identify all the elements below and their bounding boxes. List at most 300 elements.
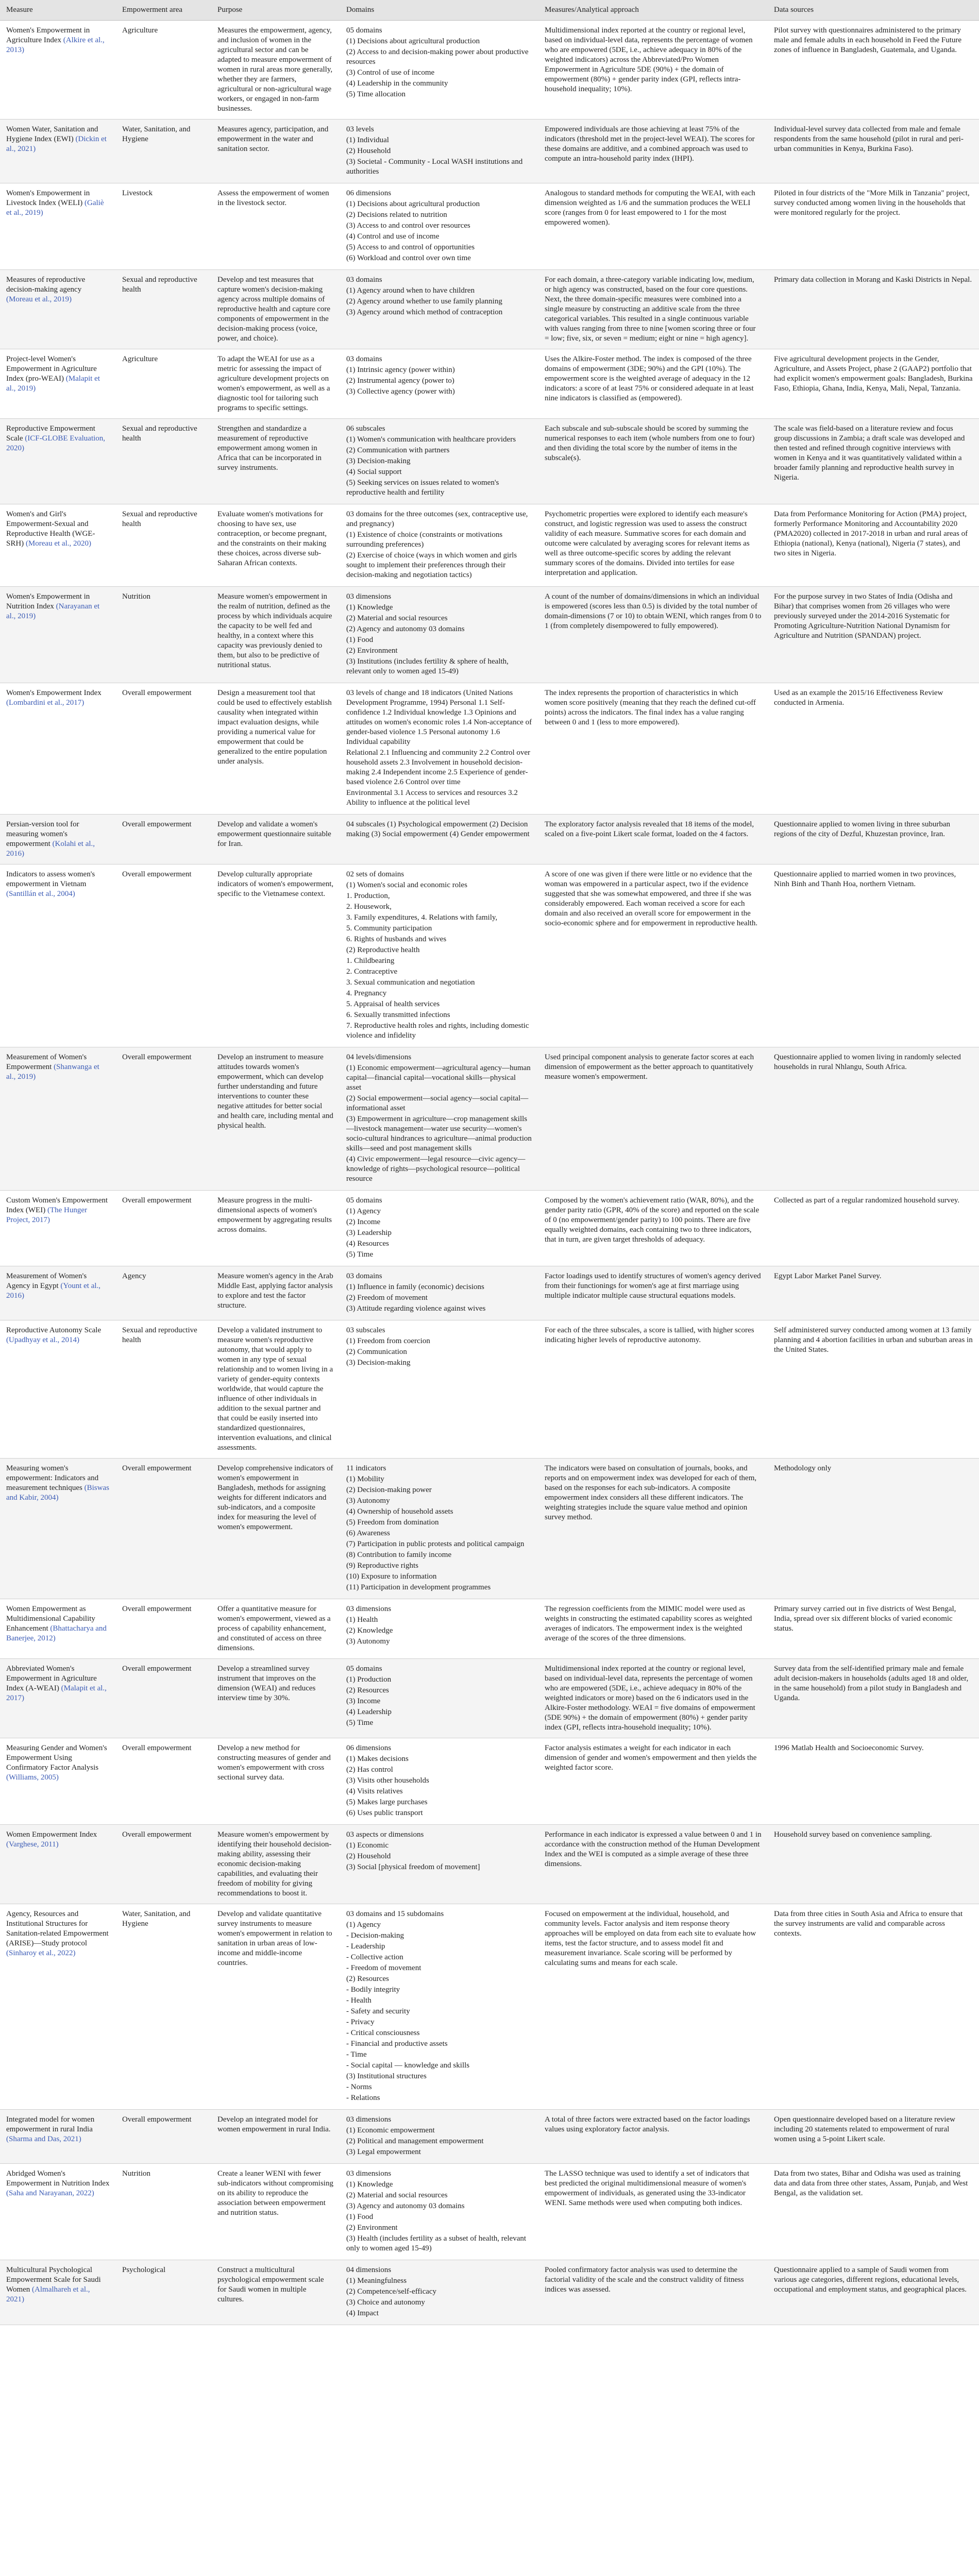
purpose-text: Develop culturally appropriate indicators of women's empowerment, specific to the Vietnamese context. — [217, 870, 334, 898]
domain-item: (3) Health (includes fertility as a subset of health, relevant only to women aged 15-49) — [346, 2234, 527, 2252]
measure-cell — [0, 2110, 116, 2164]
domains-cell — [340, 865, 538, 1047]
domains-cell — [340, 120, 538, 183]
measure-cell — [0, 270, 116, 349]
column-header-measure: Measure — [0, 0, 116, 21]
domains-cell — [340, 2164, 538, 2260]
domain-item: 04 dimensions — [346, 2266, 392, 2274]
approach-cell — [538, 587, 768, 683]
column-header-data-sources: Data sources — [768, 0, 979, 21]
purpose-text: Measure women's empowerment by identifying their household decision-making ability, assessing their economic decision-making capabilities, and evaluating their freedom of mobility for giving recommendations to boost it. — [217, 1831, 332, 1897]
purpose-cell — [211, 1459, 340, 1599]
purpose-text: To adapt the WEAI for use as a metric for assessing the impact of agriculture development projects on women's empowerment, as well as a diagnostic tool for tailoring such programs to specific settings. — [217, 355, 330, 412]
approach-cell — [538, 1738, 768, 1825]
measure-cell — [0, 2260, 116, 2325]
data-sources-cell — [768, 270, 979, 349]
citation-link[interactable]: (Malapit et al., 2017) — [6, 1684, 107, 1702]
empowerment-area-cell — [116, 815, 211, 865]
column-header-domains: Domains — [340, 0, 538, 21]
citation-link[interactable]: (Lombardini et al., 2017) — [6, 699, 85, 707]
empowerment-area-cell — [116, 120, 211, 183]
measure-cell — [0, 1320, 116, 1459]
domains-cell — [340, 1659, 538, 1738]
citation-link[interactable]: (Santillán et al., 2004) — [6, 890, 75, 898]
approach-cell — [538, 865, 768, 1047]
domain-item: 04 levels/dimensions — [346, 1053, 412, 1061]
domain-item: (2) Reproductive health — [346, 946, 420, 954]
citation-link[interactable]: (Moreau et al., 2020) — [25, 539, 91, 548]
measure-name: Measuring women's empowerment: Indicators and measurement techniques — [6, 1464, 99, 1492]
domain-item: (1) Makes decisions — [346, 1755, 409, 1763]
table-row — [0, 270, 979, 349]
column-header-purpose: Purpose — [211, 0, 340, 21]
data-sources-cell — [768, 120, 979, 183]
domain-item: (2) Agency and autonomy 03 domains — [346, 625, 465, 633]
data-sources-cell — [768, 587, 979, 683]
empowerment-area: Overall empowerment — [122, 1196, 192, 1205]
purpose-cell — [211, 2110, 340, 2164]
domain-item: 03 levels of change and 18 indicators (United Nations Development Programme, 1994) Personal 1.1 Self-confidence 1.2 Individual knowledge 1.3 Opinions and attitudes on women's economic roles 1.4 Non-acceptance of gender-based violence 1.5 Personal autonomy 1.6 Individual capability — [346, 689, 532, 746]
empowerment-area: Overall empowerment — [122, 870, 192, 878]
measure-cell — [0, 1738, 116, 1825]
purpose-text: Develop and validate quantitative survey instruments to measure women's empowerment in relation to sanitation in urban areas of low-income and middle-income countries. — [217, 1910, 332, 1967]
data-sources-text: Questionnaire applied to women living in three suburban regions of the city of Dezful, Khuzestan province, Iran. — [774, 820, 951, 838]
approach-cell — [538, 1825, 768, 1904]
domain-item: 2. Housework, — [346, 903, 392, 911]
approach-cell — [538, 1320, 768, 1459]
domain-item: (3) Societal - Community - Local WASH institutions and authorities — [346, 158, 523, 176]
empowerment-area-cell — [116, 419, 211, 504]
domain-item: (1) Intrinsic agency (power within) — [346, 366, 455, 374]
empowerment-area: Sexual and reproductive health — [122, 1326, 197, 1344]
data-sources-cell — [768, 1047, 979, 1191]
domain-item: (5) Access to and control of opportunities — [346, 243, 475, 251]
purpose-text: Develop and test measures that capture women's decision-making agency across multiple domains of reproductive health and capture core components of empowerment in the decision-making process (voice, power, and choice). — [217, 276, 331, 343]
domain-item: (2) Material and social resources — [346, 2191, 448, 2199]
domains-cell — [340, 21, 538, 120]
domain-item: 03 dimensions — [346, 2170, 392, 2178]
purpose-text: Measure progress in the multi-dimensional aspects of women's empowerment by aggregating results across domains. — [217, 1196, 332, 1234]
domain-item: (6) Awareness — [346, 1529, 390, 1537]
approach-text: The exploratory factor analysis revealed that 18 items of the model, scaled on a five-point Likert scale format, loaded on the 4 factors. — [545, 820, 754, 838]
domain-item: (2) Instrumental agency (power to) — [346, 377, 454, 385]
empowerment-area-cell — [116, 1320, 211, 1459]
domain-item: - Safety and security — [346, 2007, 410, 2015]
domain-item: - Financial and productive assets — [346, 2040, 448, 2048]
approach-text: Empowered individuals are those achieving at least 75% of the indicators (threshold met in the project-level WEAI). The scores for these domains are additive, and a combined approach was used to compute an intra-household parity index (IHPI). — [545, 125, 755, 163]
measure-name: Women's Empowerment in Agriculture Index — [6, 26, 90, 44]
approach-cell — [538, 2260, 768, 2325]
domain-item: (4) Control and use of income — [346, 232, 440, 241]
measure-cell — [0, 2164, 116, 2260]
data-sources-cell — [768, 1320, 979, 1459]
empowerment-area-cell — [116, 1904, 211, 2110]
table-row — [0, 349, 979, 419]
domain-item: 4. Pregnancy — [346, 989, 387, 997]
domain-item: (1) Decisions about agricultural production — [346, 200, 480, 208]
empowerment-area: Agriculture — [122, 26, 158, 35]
domain-item: (1) Mobility — [346, 1475, 384, 1483]
approach-cell — [538, 2110, 768, 2164]
domain-item: 06 dimensions — [346, 1744, 392, 1752]
domain-item: (1) Decisions about agricultural production — [346, 37, 480, 45]
citation-link[interactable]: (The Hunger Project, 2017) — [6, 1206, 88, 1224]
domain-item: - Relations — [346, 2094, 380, 2102]
domain-item: 05 domains — [346, 1196, 382, 1205]
empowerment-area: Overall empowerment — [122, 820, 192, 828]
measure-cell — [0, 120, 116, 183]
domain-item: (1) Health — [346, 1616, 378, 1624]
domain-item: (1) Agency around when to have children — [346, 286, 475, 295]
domain-item: (2) Decision-making power — [346, 1486, 432, 1494]
approach-cell — [538, 1266, 768, 1320]
domain-item: (3) Control of use of income — [346, 69, 435, 77]
empowerment-area-cell — [116, 1825, 211, 1904]
table-row — [0, 1599, 979, 1659]
citation-link[interactable]: (ICF-GLOBE Evaluation, 2020) — [6, 434, 106, 452]
purpose-cell — [211, 1320, 340, 1459]
empowerment-area-cell — [116, 349, 211, 419]
purpose-cell — [211, 1738, 340, 1825]
purpose-text: Create a leaner WENI with fewer sub-indicators without compromising on its ability to reproduce the association between empowerment and nutrition status. — [217, 2170, 333, 2217]
domain-item: 03 domains — [346, 1272, 382, 1280]
domain-item: (3) Decision-making — [346, 457, 411, 465]
measure-cell — [0, 587, 116, 683]
domain-item: - Norms — [346, 2083, 372, 2091]
empowerment-area: Water, Sanitation, and Hygiene — [122, 1910, 191, 1928]
purpose-text: Design a measurement tool that could be used to effectively establish causality when integrated within impact evaluation designs, while providing a numerical value for empowerment that could be generalized to the entire population under analysis. — [217, 689, 332, 766]
purpose-cell — [211, 1191, 340, 1266]
citation-link[interactable]: (Alkire et al., 2013) — [6, 36, 105, 54]
purpose-cell — [211, 865, 340, 1047]
domains-cell — [340, 1191, 538, 1266]
approach-cell — [538, 683, 768, 815]
data-sources-cell — [768, 2260, 979, 2325]
measure-name: Measures of reproductive decision-making agency — [6, 276, 86, 294]
data-sources-text: Questionnaire applied to women living in randomly selected households in rural Nhlangu, South Africa. — [774, 1053, 961, 1071]
data-sources-cell — [768, 1191, 979, 1266]
table-row — [0, 587, 979, 683]
domains-cell — [340, 270, 538, 349]
approach-text: A count of the number of domains/dimensions in which an individual is empowered (scores less than 0.5) is divided by the total number of domain-dimensions (7 or 10) to obtain WENI, which ranges from 0 to 1 (from completely disempowered to fully empowered). — [545, 592, 762, 630]
citation-link[interactable]: (Saha and Narayanan, 2022) — [6, 2189, 94, 2197]
domain-item: (3) Choice and autonomy — [346, 2298, 425, 2307]
domain-item: 03 aspects or dimensions — [346, 1831, 424, 1839]
approach-text: For each of the three subscales, a score is tallied, with higher scores indicating higher levels of reproductive autonomy. — [545, 1326, 754, 1344]
domain-item: (1) Economic — [346, 1841, 389, 1850]
empowerment-area-cell — [116, 2110, 211, 2164]
citation-link[interactable]: (Shanwanga et al., 2019) — [6, 1063, 99, 1081]
citation-link[interactable]: (Almalhareh et al., 2021) — [6, 2285, 90, 2303]
table-row — [0, 21, 979, 120]
citation-link[interactable]: (Narayanan et al., 2019) — [6, 602, 100, 620]
approach-text: A score of one was given if there were little or no evidence that the woman was empowered in a particular aspect, two if the evidence suggested that she was somewhat empowered, and three if she was considerably empowered. Each woman received a score for each domain and also received an overall score for empowerment in the socio-economic sphere and for empowerment in reproductive health. — [545, 870, 758, 927]
domain-item: (3) Access to and control over resources — [346, 222, 470, 230]
empowerment-area: Overall empowerment — [122, 1605, 192, 1613]
data-sources-text: Piloted in four districts of the "More Milk in Tanzania" project, survey conducted among women living in the households that were monitored regularly for the project. — [774, 189, 970, 217]
domain-item: (5) Seeking services on issues related to women's reproductive health and fertility — [346, 479, 499, 497]
domain-item: (4) Leadership in the community — [346, 79, 448, 88]
domain-item: (5) Time allocation — [346, 90, 406, 98]
measure-cell — [0, 865, 116, 1047]
measure-name: Women's Empowerment in Livestock Index (WELI) — [6, 189, 90, 207]
measure-cell — [0, 1659, 116, 1738]
empowerment-area: Overall empowerment — [122, 689, 192, 697]
data-sources-text: Methodology only — [774, 1464, 832, 1472]
domain-item: (8) Contribution to family income — [346, 1551, 452, 1559]
empowerment-area: Overall empowerment — [122, 2115, 192, 2124]
purpose-text: Develop and validate a women's empowerment questionnaire suitable for Iran. — [217, 820, 331, 848]
domain-item: (2) Exercise of choice (ways in which women and girls sought to implement their preferences through their decision-making and negotiation tactics) — [346, 551, 517, 579]
domain-item: (3) Visits other households — [346, 1776, 429, 1785]
approach-text: The indicators were based on consultation of journals, books, and reports and on empowerment index was developed for each of them, based on the responses for each sub-indicators. A composite empowerment index considers all these different indicators. The weighting strategies include the square value method and opinion survey method. — [545, 1464, 757, 1521]
measure-name: Women Water, Sanitation and Hygiene Index (EWI) — [6, 125, 98, 143]
purpose-cell — [211, 270, 340, 349]
data-sources-cell — [768, 1599, 979, 1659]
domain-item: (6) Workload and control over own time — [346, 254, 471, 262]
domains-cell — [340, 1904, 538, 2110]
domain-item: 03 domains for the three outcomes (sex, contraceptive use, and pregnancy) — [346, 510, 528, 528]
approach-text: Psychometric properties were explored to identify each measure's construct, and logistic regression was used to assess the construct validity of each measure. Summative scores for each domain and outcome were calculated by averaging scores for relevant items as well as three outcome-specific scores by adding the relevant summary scores of the domains. Divided into tertiles for ease interpretation and application. — [545, 510, 750, 577]
empowerment-area: Agency — [122, 1272, 146, 1280]
data-sources-cell — [768, 2164, 979, 2260]
purpose-cell — [211, 815, 340, 865]
measure-cell — [0, 1825, 116, 1904]
approach-text: Factor analysis estimates a weight for each indicator in each dimension of gender and women's empowerment and then yields the weighted factor score. — [545, 1744, 757, 1772]
domain-item: (1) Knowledge — [346, 2180, 393, 2189]
approach-cell — [538, 1191, 768, 1266]
domain-item: (1) Food — [346, 2213, 374, 2221]
domain-item: (5) Makes large purchases — [346, 1798, 428, 1806]
domains-cell — [340, 683, 538, 815]
data-sources-cell — [768, 1738, 979, 1825]
measure-name: Persian-version tool for measuring women's empowerment — [6, 820, 79, 848]
approach-text: Focused on empowerment at the individual, household, and community levels. Factor analysis and item response theory approaches will be employed on data from each site to evaluate how items, test the factor structure, and to assess model fit and measurement invariance. Scale scoring will be performed by calculating sums and means for each scale. — [545, 1910, 756, 1967]
domain-item: (1) Economic empowerment—agricultural agency—human capital—financial capital—vocational skills—physical asset — [346, 1064, 531, 1092]
empowerment-area: Psychological — [122, 2266, 166, 2274]
approach-cell — [538, 21, 768, 120]
domain-item: (1) Influence in family (economic) decisions — [346, 1283, 484, 1291]
approach-text: Used principal component analysis to generate factor scores at each dimension of empowerment as the better approach to quantitatively measure women's empowerment. — [545, 1053, 754, 1081]
domains-cell — [340, 183, 538, 270]
domain-item: (2) Income — [346, 1218, 381, 1226]
empowerment-area-cell — [116, 21, 211, 120]
purpose-cell — [211, 1904, 340, 2110]
domain-item: (1) Agency — [346, 1921, 381, 1929]
domain-item: - Critical consciousness — [346, 2029, 420, 2037]
empowerment-area-cell — [116, 1659, 211, 1738]
citation-link[interactable]: (Williams, 2005) — [6, 1773, 59, 1782]
table-row — [0, 865, 979, 1047]
domain-item: (5) Freedom from domination — [346, 1518, 439, 1527]
empowerment-area-cell — [116, 1459, 211, 1599]
purpose-cell — [211, 120, 340, 183]
empowerment-area: Overall empowerment — [122, 1053, 192, 1061]
table-row — [0, 815, 979, 865]
domain-item: (3) Decision-making — [346, 1359, 411, 1367]
data-sources-text: Survey data from the self-identified primary male and female adult decision-makers in households (adults aged 18 and older, in the same household) from a pilot study in Bangladesh and Uganda. — [774, 1665, 969, 1702]
table-row — [0, 1825, 979, 1904]
domain-item: 05 domains — [346, 1665, 382, 1673]
domains-cell — [340, 1599, 538, 1659]
empowerment-area-cell — [116, 270, 211, 349]
measure-cell — [0, 183, 116, 270]
table-row — [0, 504, 979, 587]
domain-item: (1) Meaningfulness — [346, 2277, 407, 2285]
data-sources-cell — [768, 865, 979, 1047]
domain-item: - Leadership — [346, 1942, 385, 1951]
domain-item: 03 dimensions — [346, 2115, 392, 2124]
data-sources-text: For the purpose survey in two States of India (Odisha and Bihar) that comprises women from 26 villages who were previously surveyed under the 2014-2016 Systematic for Promoting Agriculture-Nutrition National Dynamism for Agriculture and Nutrition (SPANDAN) project. — [774, 592, 953, 640]
domain-item: (10) Exposure to information — [346, 1572, 437, 1581]
purpose-cell — [211, 1659, 340, 1738]
measure-name: Multicultural Psychological Empowerment Scale for Saudi Women — [6, 2266, 101, 2294]
approach-text: The index represents the proportion of characteristics in which women score positively (meaning that they reach the defined cut-off points) across the indicators. The final index has a value ranging between 0 and 1 (less to more empowered). — [545, 689, 756, 726]
citation-link[interactable]: (Bhattacharya and Banerjee, 2012) — [6, 1624, 107, 1642]
empowerment-area-cell — [116, 2164, 211, 2260]
data-sources-text: Egypt Labor Market Panel Survey. — [774, 1272, 882, 1280]
data-sources-cell — [768, 419, 979, 504]
data-sources-cell — [768, 683, 979, 815]
data-sources-cell — [768, 1825, 979, 1904]
domain-item: (1) Existence of choice (constraints or motivations surrounding preferences) — [346, 531, 503, 549]
data-sources-cell — [768, 1904, 979, 2110]
measure-name: Agency, Resources and Institutional Structures for Sanitation-related Empowerment (ARISE)—Study protocol — [6, 1910, 109, 1947]
domain-item: (9) Reproductive rights — [346, 1562, 418, 1570]
domains-cell — [340, 349, 538, 419]
approach-text: Pooled confirmatory factor analysis was used to determine the factorial validity of the scale and the construct validity of fitness indices was assessed. — [545, 2266, 744, 2294]
data-sources-text: The scale was field-based on a literature review and focus group discussions in Zambia; a draft scale was developed and then tested and refined through cognitive interviews with women in Kenya and it was quantitatively validated within a broader family planning and reproductive health survey in Nigeria. — [774, 425, 965, 482]
domain-item: (1) Agency — [346, 1207, 381, 1215]
citation-link[interactable]: (Galiè et al., 2019) — [6, 199, 104, 217]
measure-cell — [0, 683, 116, 815]
approach-text: A total of three factors were extracted based on the factor loadings values using exploratory factor analysis. — [545, 2115, 750, 2133]
domain-item: (3) Autonomy — [346, 1497, 390, 1505]
domain-item: 05 domains — [346, 26, 382, 35]
measure-cell — [0, 1047, 116, 1191]
domain-item: (2) Communication with partners — [346, 446, 450, 454]
citation-link[interactable]: (Upadhyay et al., 2014) — [6, 1336, 80, 1344]
citation-link[interactable]: (Biswas and Kabir, 2004) — [6, 1484, 109, 1502]
purpose-text: Evaluate women's motivations for choosing to have sex, use contraception, or become pregnant, and the constraints on their making these choices, across diverse sub-Saharan African contexts. — [217, 510, 327, 567]
citation-link[interactable]: (Moreau et al., 2019) — [6, 295, 72, 303]
approach-cell — [538, 419, 768, 504]
purpose-cell — [211, 683, 340, 815]
empowerment-area: Sexual and reproductive health — [122, 510, 197, 528]
domains-cell — [340, 1825, 538, 1904]
measure-name: Measurement of Women's Agency in Egypt — [6, 1272, 87, 1290]
approach-cell — [538, 504, 768, 587]
citation-link[interactable]: (Varghese, 2011) — [6, 1840, 59, 1849]
domain-item: 6. Sexually transmitted infections — [346, 1011, 450, 1019]
approach-text: Multidimensional index reported at the country or regional level, based on individual-level data, represents the percentage of women who are empowered (5DE, i.e., achieve adequacy in 80% of the weighted indicators) across the Abbreviated/Pro Women Empowerment in Agriculture 5DE (90%) + the domain of empowerment (80%) + gender parity index (GPI, reflects intra-household inequality; 10%). — [545, 26, 753, 93]
domain-item: 3. Family expenditures, 4. Relations with family, — [346, 913, 498, 922]
table-row — [0, 120, 979, 183]
domain-item: Relational 2.1 Influencing and community 2.2 Control over household assets 2.3 Involvement in household decision-making 2.4 Independent income 2.5 Experience of gender-based violence 2.6 Control over time — [346, 749, 531, 786]
empowerment-area: Overall empowerment — [122, 1744, 192, 1752]
citation-link[interactable]: (Yount et al., 2016) — [6, 1282, 101, 1300]
empowerment-area-cell — [116, 1047, 211, 1191]
domain-item: (3) Legal empowerment — [346, 2148, 421, 2156]
domain-item: - Freedom of movement — [346, 1964, 421, 1972]
data-sources-text: Data from two states, Bihar and Odisha was used as training data and data from three other states, Assam, Punjab, and West Bengal, as the validation set. — [774, 2170, 968, 2197]
table-row — [0, 683, 979, 815]
purpose-text: Construct a multicultural psychological empowerment scale for Saudi women in multiple cultures. — [217, 2266, 324, 2303]
domain-item: - Decision-making — [346, 1931, 404, 1940]
citation-link[interactable]: (Malapit et al., 2019) — [6, 375, 100, 393]
measure-name: Women's Empowerment in Nutrition Index — [6, 592, 90, 611]
domain-item: (3) Institutions (includes fertility & sphere of health, relevant only to women aged 15-49) — [346, 657, 509, 675]
empowerment-area: Nutrition — [122, 592, 150, 601]
measure-cell — [0, 504, 116, 587]
domain-item: (11) Participation in development programmes — [346, 1583, 491, 1591]
domain-item: 3. Sexual communication and negotiation — [346, 978, 475, 987]
approach-cell — [538, 120, 768, 183]
data-sources-cell — [768, 504, 979, 587]
approach-cell — [538, 2164, 768, 2260]
approach-cell — [538, 349, 768, 419]
empowerment-area-cell — [116, 683, 211, 815]
empowerment-area-cell — [116, 1191, 211, 1266]
domain-item: 06 subscales — [346, 425, 385, 433]
data-sources-cell — [768, 349, 979, 419]
approach-cell — [538, 1459, 768, 1599]
empowerment-area: Overall empowerment — [122, 1464, 192, 1472]
measure-name: Measurement of Women's Empowerment — [6, 1053, 87, 1071]
domain-item: (2) Resources — [346, 1975, 389, 1983]
domains-cell — [340, 1047, 538, 1191]
empowerment-area: Sexual and reproductive health — [122, 425, 197, 443]
purpose-cell — [211, 1599, 340, 1659]
domain-item: 02 sets of domains — [346, 870, 404, 878]
measure-name: Women Empowerment Index — [6, 1831, 97, 1839]
domain-item: (4) Impact — [346, 2309, 379, 2317]
empowerment-area-cell — [116, 1738, 211, 1825]
purpose-cell — [211, 349, 340, 419]
citation-link[interactable]: (Dickin et al., 2021) — [6, 135, 107, 153]
approach-text: Multidimensional index reported at the country or regional level, based on individual-level data, represents the percentage of women who are empowered (5DE, i.e., achieve adequacy in 80% of the weighted indicators or more) based on the 6 indicators used in the Alkire-Foster methodology. WEAI = five domains of empowerment (5DE 90%) + the domain of empowerment (80%) + gender parity index (GPI, reflects intra-household inequality; 10%). — [545, 1665, 755, 1732]
domains-cell — [340, 1320, 538, 1459]
citation-link[interactable]: (Sharma and Das, 2021) — [6, 2135, 81, 2143]
approach-text: Analogous to standard methods for computing the WEAI, with each dimension weighted as 1/6 and the summation produces the WELI score (ranges from 0 for least empowered to 1 for the most empowered women). — [545, 189, 755, 227]
domains-cell — [340, 587, 538, 683]
domain-item: 1. Production, — [346, 892, 390, 900]
citation-link[interactable]: (Sinharoy et al., 2022) — [6, 1949, 76, 1957]
domain-item: 5. Community participation — [346, 924, 432, 933]
empowerment-area: Livestock — [122, 189, 153, 197]
domain-item: (4) Leadership — [346, 1708, 392, 1716]
data-sources-text: Five agricultural development projects in the Gender, Agriculture, and Assets Project, phase 2 (GAAP2) portfolio that had explicit women's empowerment goals: Bangladesh, Burkina Faso, Ethiopia, Ghana, India, Kenya, Mali, Nepal, Tanzania. — [774, 355, 973, 393]
domain-item: (6) Uses public transport — [346, 1809, 423, 1817]
purpose-cell — [211, 2260, 340, 2325]
table-row — [0, 2164, 979, 2260]
domain-item: 5. Appraisal of health services — [346, 1000, 440, 1008]
domain-item: 06 dimensions — [346, 189, 392, 197]
domain-item: (1) Women's social and economic roles — [346, 881, 467, 889]
domain-item: 11 indicators — [346, 1464, 386, 1472]
domain-item: - Collective action — [346, 1953, 403, 1961]
citation-link[interactable]: (Kolahi et al., 2016) — [6, 840, 95, 858]
measure-cell — [0, 815, 116, 865]
purpose-cell — [211, 504, 340, 587]
domain-item: 03 domains — [346, 355, 382, 363]
purpose-cell — [211, 183, 340, 270]
domain-item: (7) Participation in public protests and political campaign — [346, 1540, 525, 1548]
domain-item: (1) Economic empowerment — [346, 2126, 435, 2134]
domain-item: 03 subscales — [346, 1326, 385, 1334]
data-sources-text: Collected as part of a regular randomized household survey. — [774, 1196, 960, 1205]
measure-name: Indicators to assess women's empowerment in Vietnam — [6, 870, 95, 888]
